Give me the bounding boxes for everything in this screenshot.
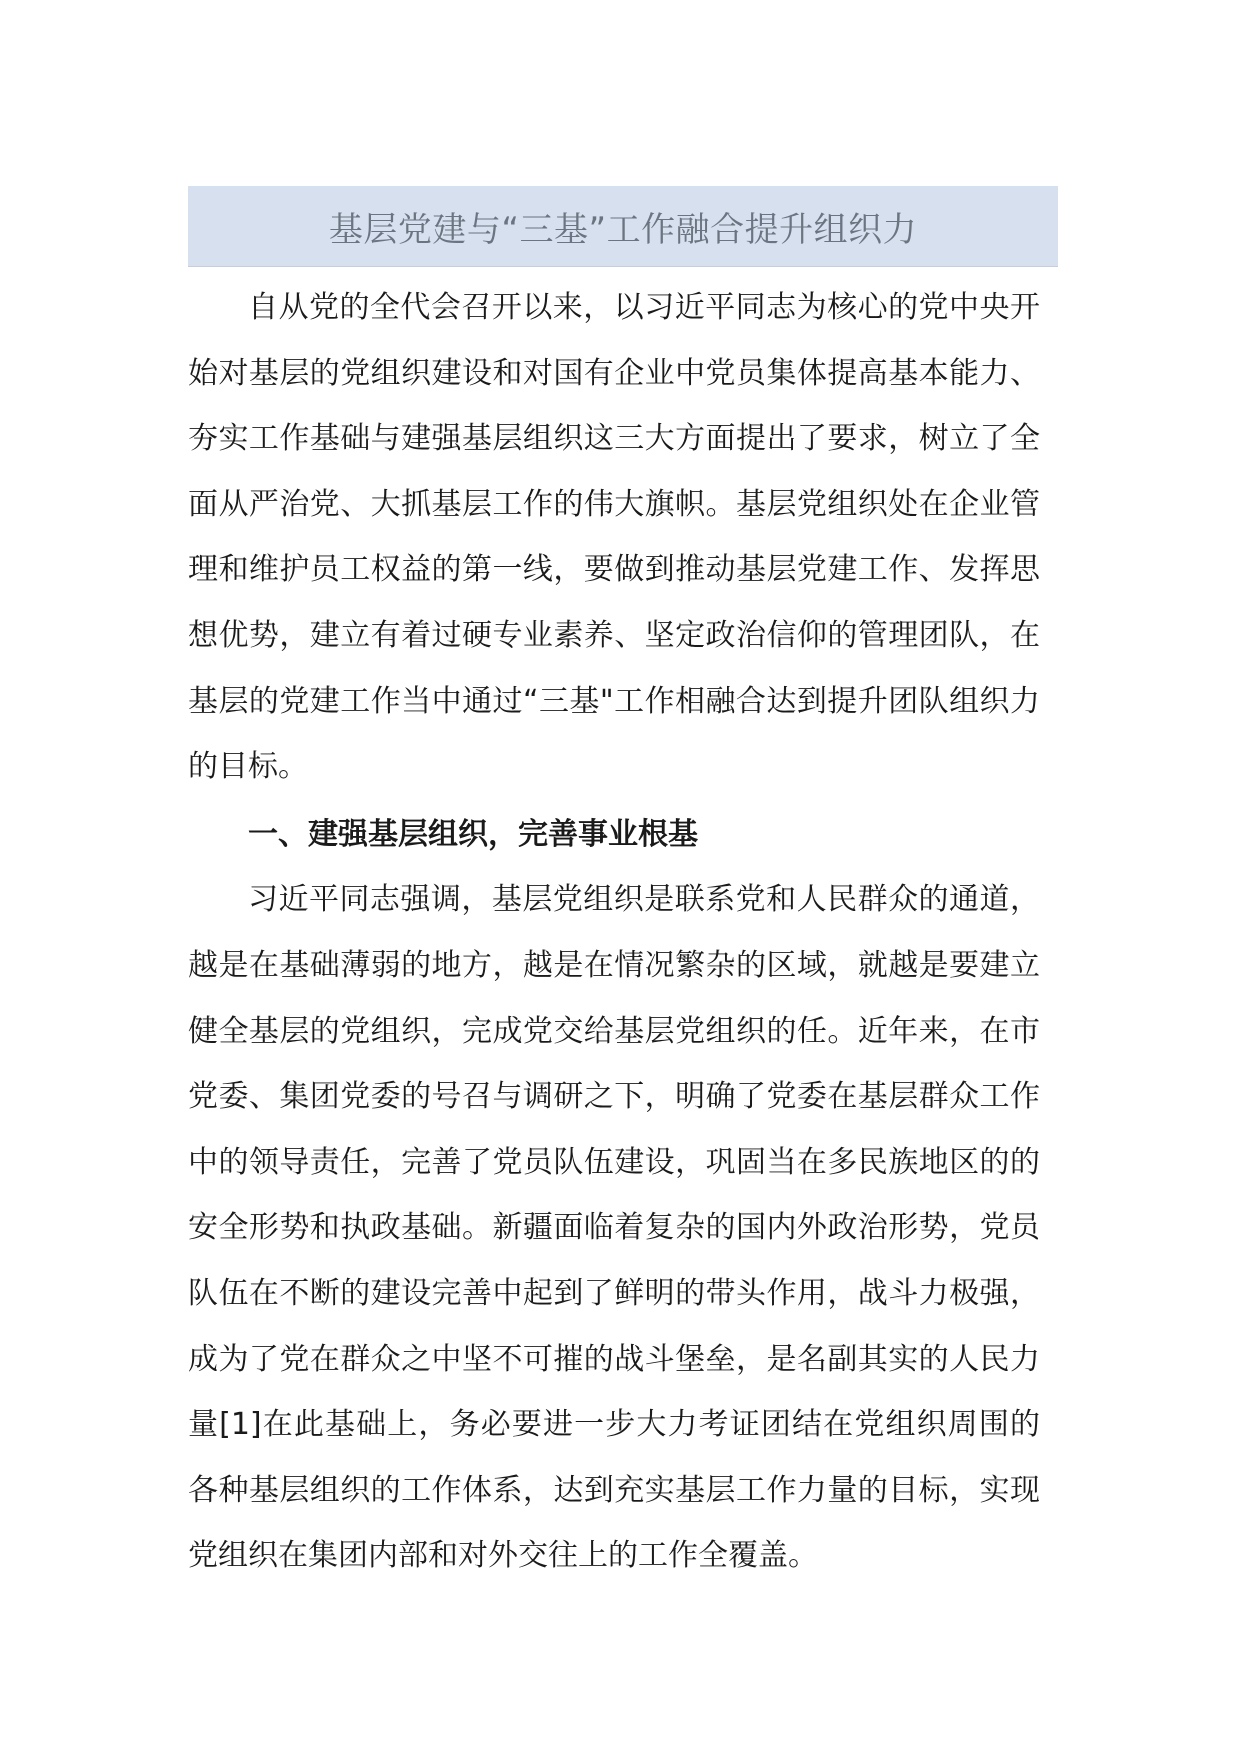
body-paragraph: 习近平同志强调，基层党组织是联系党和人民群众的通道，越是在基础薄弱的地方，越是在情况繁杂的区域，就越是要建立健全基层的党组织，完成党交给基层党组织的任。近年来，在市党委、集团党委的号召与调研之下，明确了党委在基层群众工作中的领导责任，完善了党员队伍建设，巩固当在多民族地区的的安全形势和执政基础。新疆面临着复杂的国内外政治形势，党员队伍在不断的建设完善中起到了鲜明的带头作用，战斗力极强，成为了党在群众之中坚不可摧的战斗堡垒，是名副其实的人民力量[1]在此基础上，务必要进一步大力考证团结在党组织周围的各种基层组织的工作体系，达到充实基层工作力量的目标，实现党组织在集团内部和对外交往上的工作全覆盖。 bbox=[188, 882, 1040, 1574]
document-title: 基层党建与“三基”工作融合提升组织力 bbox=[328, 209, 918, 250]
body-paragraph: 自从党的全代会召开以来，以习近平同志为核心的党中央开始对基层的党组织建设和对国有企业中党员集体提高基本能力、夯实工作基础与建强基层组织这三大方面提出了要求，树立了全面从严治党、大抓基层工作的伟大旗帜。基层党组织处在企业管理和维护员工权益的第一线，要做到推动基层党建工作、发挥思想优势，建立有着过硬专业素养、坚定政治信仰的管理团队，在基层的党建工作当中通过“三基"工作相融合达到提升团队组织力的目标。 bbox=[188, 290, 1040, 785]
document-body bbox=[188, 275, 1040, 1589]
title-banner bbox=[188, 186, 1058, 267]
section-heading: 一、建强基层组织，完善事业根基 bbox=[248, 816, 698, 852]
